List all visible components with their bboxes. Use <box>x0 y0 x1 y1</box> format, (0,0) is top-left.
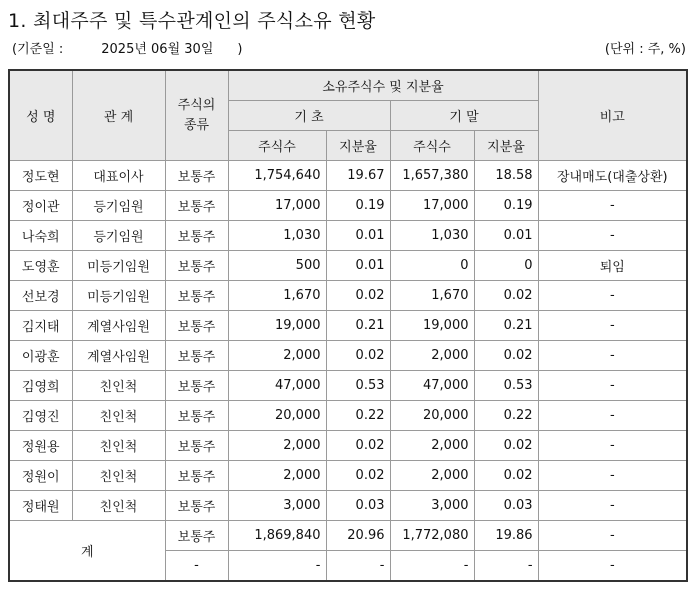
reference-date-open: (기준일 : <box>12 42 64 57</box>
cell-end-shares: 1,030 <box>390 221 474 251</box>
cell-start-shares: 2,000 <box>228 461 326 491</box>
cell-stock-type: 보통주 <box>165 521 228 551</box>
cell-end-shares: 17,000 <box>390 191 474 221</box>
cell-end-shares: 1,772,080 <box>390 521 474 551</box>
cell-name: 선보경 <box>9 281 72 311</box>
cell-note: 퇴임 <box>538 251 687 281</box>
cell-stock-type: 보통주 <box>165 311 228 341</box>
table-row <box>9 281 687 311</box>
header-start-ratio: 지분율 <box>326 131 390 161</box>
table-body <box>9 161 687 582</box>
cell-end-shares: 3,000 <box>390 491 474 521</box>
table-header <box>9 70 687 161</box>
cell-start-shares: 3,000 <box>228 491 326 521</box>
header-name: 성 명 <box>9 70 72 161</box>
cell-end-ratio: 19.86 <box>474 521 538 551</box>
cell-end-ratio: 0.02 <box>474 431 538 461</box>
table-row <box>9 491 687 521</box>
page-title: 1. 최대주주 및 특수관계인의 주식소유 현황 <box>8 10 376 32</box>
cell-name: 정도현 <box>9 161 72 191</box>
cell-start-shares: 2,000 <box>228 341 326 371</box>
cell-note: - <box>538 461 687 491</box>
cell-end-ratio: 0.53 <box>474 371 538 401</box>
cell-stock-type: 보통주 <box>165 431 228 461</box>
cell-end-ratio: 0.01 <box>474 221 538 251</box>
cell-end-shares: 2,000 <box>390 461 474 491</box>
cell-name: 김지태 <box>9 311 72 341</box>
cell-name: 나숙희 <box>9 221 72 251</box>
cell-end-shares: 19,000 <box>390 311 474 341</box>
cell-relation: 계열사임원 <box>72 341 165 371</box>
cell-relation: 친인척 <box>72 461 165 491</box>
cell-relation: 친인척 <box>72 371 165 401</box>
cell-stock-type: 보통주 <box>165 191 228 221</box>
cell-end-ratio: 0.19 <box>474 191 538 221</box>
cell-end-shares: - <box>390 551 474 582</box>
cell-note: - <box>538 341 687 371</box>
total-label: 계 <box>9 521 165 582</box>
cell-note: - <box>538 371 687 401</box>
cell-start-ratio: 0.02 <box>326 341 390 371</box>
cell-name: 정원용 <box>9 431 72 461</box>
cell-start-ratio: 20.96 <box>326 521 390 551</box>
cell-start-ratio: 0.02 <box>326 461 390 491</box>
header-period-start: 기 초 <box>228 101 390 131</box>
cell-start-shares: 2,000 <box>228 431 326 461</box>
cell-start-ratio: 0.53 <box>326 371 390 401</box>
cell-name: 김영희 <box>9 371 72 401</box>
cell-start-ratio: 0.22 <box>326 401 390 431</box>
cell-start-shares: 47,000 <box>228 371 326 401</box>
table-row <box>9 461 687 491</box>
cell-stock-type: 보통주 <box>165 221 228 251</box>
cell-end-ratio: 0.02 <box>474 341 538 371</box>
cell-start-ratio: 0.19 <box>326 191 390 221</box>
cell-end-shares: 20,000 <box>390 401 474 431</box>
header-relation: 관 계 <box>72 70 165 161</box>
cell-start-ratio: 0.02 <box>326 281 390 311</box>
cell-relation: 친인척 <box>72 491 165 521</box>
table-row <box>9 431 687 461</box>
header-stock-type: 주식의 종류 <box>165 70 228 161</box>
cell-note: - <box>538 281 687 311</box>
header-start-shares: 주식수 <box>228 131 326 161</box>
cell-relation: 미등기임원 <box>72 281 165 311</box>
cell-end-ratio: 0 <box>474 251 538 281</box>
cell-start-shares: 500 <box>228 251 326 281</box>
table-row <box>9 401 687 431</box>
cell-end-shares: 0 <box>390 251 474 281</box>
cell-start-ratio: - <box>326 551 390 582</box>
cell-end-ratio: 0.03 <box>474 491 538 521</box>
shareholder-table <box>8 69 688 582</box>
cell-name: 정이관 <box>9 191 72 221</box>
cell-start-ratio: 0.01 <box>326 221 390 251</box>
table-row <box>9 341 687 371</box>
cell-start-ratio: 0.21 <box>326 311 390 341</box>
cell-end-shares: 2,000 <box>390 431 474 461</box>
cell-relation: 등기임원 <box>72 221 165 251</box>
cell-start-shares: 20,000 <box>228 401 326 431</box>
header-note: 비고 <box>538 70 687 161</box>
cell-start-ratio: 0.03 <box>326 491 390 521</box>
header-end-shares: 주식수 <box>390 131 474 161</box>
cell-end-ratio: - <box>474 551 538 582</box>
cell-note: 장내매도(대출상환) <box>538 161 687 191</box>
cell-start-shares: 17,000 <box>228 191 326 221</box>
unit-label: (단위 : 주, %) <box>604 42 686 57</box>
cell-name: 도영훈 <box>9 251 72 281</box>
cell-start-shares: 1,869,840 <box>228 521 326 551</box>
cell-start-ratio: 0.01 <box>326 251 390 281</box>
cell-stock-type: 보통주 <box>165 341 228 371</box>
reference-date-close: ) <box>237 42 243 57</box>
cell-stock-type: 보통주 <box>165 251 228 281</box>
cell-name: 김영진 <box>9 401 72 431</box>
cell-relation: 친인척 <box>72 401 165 431</box>
cell-stock-type: - <box>165 551 228 582</box>
cell-end-shares: 1,670 <box>390 281 474 311</box>
cell-start-shares: 1,670 <box>228 281 326 311</box>
table-row <box>9 191 687 221</box>
cell-start-ratio: 19.67 <box>326 161 390 191</box>
cell-end-shares: 2,000 <box>390 341 474 371</box>
header-period-end: 기 말 <box>390 101 538 131</box>
cell-end-ratio: 0.21 <box>474 311 538 341</box>
cell-note: - <box>538 311 687 341</box>
cell-stock-type: 보통주 <box>165 371 228 401</box>
cell-stock-type: 보통주 <box>165 461 228 491</box>
cell-relation: 계열사임원 <box>72 311 165 341</box>
reference-date <box>12 38 242 57</box>
cell-relation: 미등기임원 <box>72 251 165 281</box>
cell-end-shares: 47,000 <box>390 371 474 401</box>
cell-note: - <box>538 491 687 521</box>
cell-name: 정원이 <box>9 461 72 491</box>
cell-start-shares: 1,754,640 <box>228 161 326 191</box>
cell-name: 정태원 <box>9 491 72 521</box>
table-row <box>9 311 687 341</box>
cell-stock-type: 보통주 <box>165 401 228 431</box>
cell-start-ratio: 0.02 <box>326 431 390 461</box>
reference-date-value: 2025년 06월 30일 <box>101 42 214 57</box>
cell-end-shares: 1,657,380 <box>390 161 474 191</box>
cell-note: - <box>538 401 687 431</box>
header-holdings-group: 소유주식수 및 지분율 <box>228 70 538 101</box>
cell-stock-type: 보통주 <box>165 491 228 521</box>
total-row <box>9 521 687 551</box>
table-row <box>9 371 687 401</box>
header-end-ratio: 지분율 <box>474 131 538 161</box>
cell-note: - <box>538 521 687 551</box>
table-row <box>9 251 687 281</box>
cell-name: 이광훈 <box>9 341 72 371</box>
cell-start-shares: - <box>228 551 326 582</box>
cell-end-ratio: 18.58 <box>474 161 538 191</box>
cell-note: - <box>538 221 687 251</box>
table-row <box>9 161 687 191</box>
cell-stock-type: 보통주 <box>165 281 228 311</box>
cell-end-ratio: 0.02 <box>474 281 538 311</box>
cell-stock-type: 보통주 <box>165 161 228 191</box>
cell-start-shares: 1,030 <box>228 221 326 251</box>
cell-start-shares: 19,000 <box>228 311 326 341</box>
cell-end-ratio: 0.02 <box>474 461 538 491</box>
cell-relation: 등기임원 <box>72 191 165 221</box>
cell-relation: 친인척 <box>72 431 165 461</box>
cell-note: - <box>538 191 687 221</box>
table-row <box>9 221 687 251</box>
cell-end-ratio: 0.22 <box>474 401 538 431</box>
cell-relation: 대표이사 <box>72 161 165 191</box>
cell-note: - <box>538 551 687 582</box>
cell-note: - <box>538 431 687 461</box>
